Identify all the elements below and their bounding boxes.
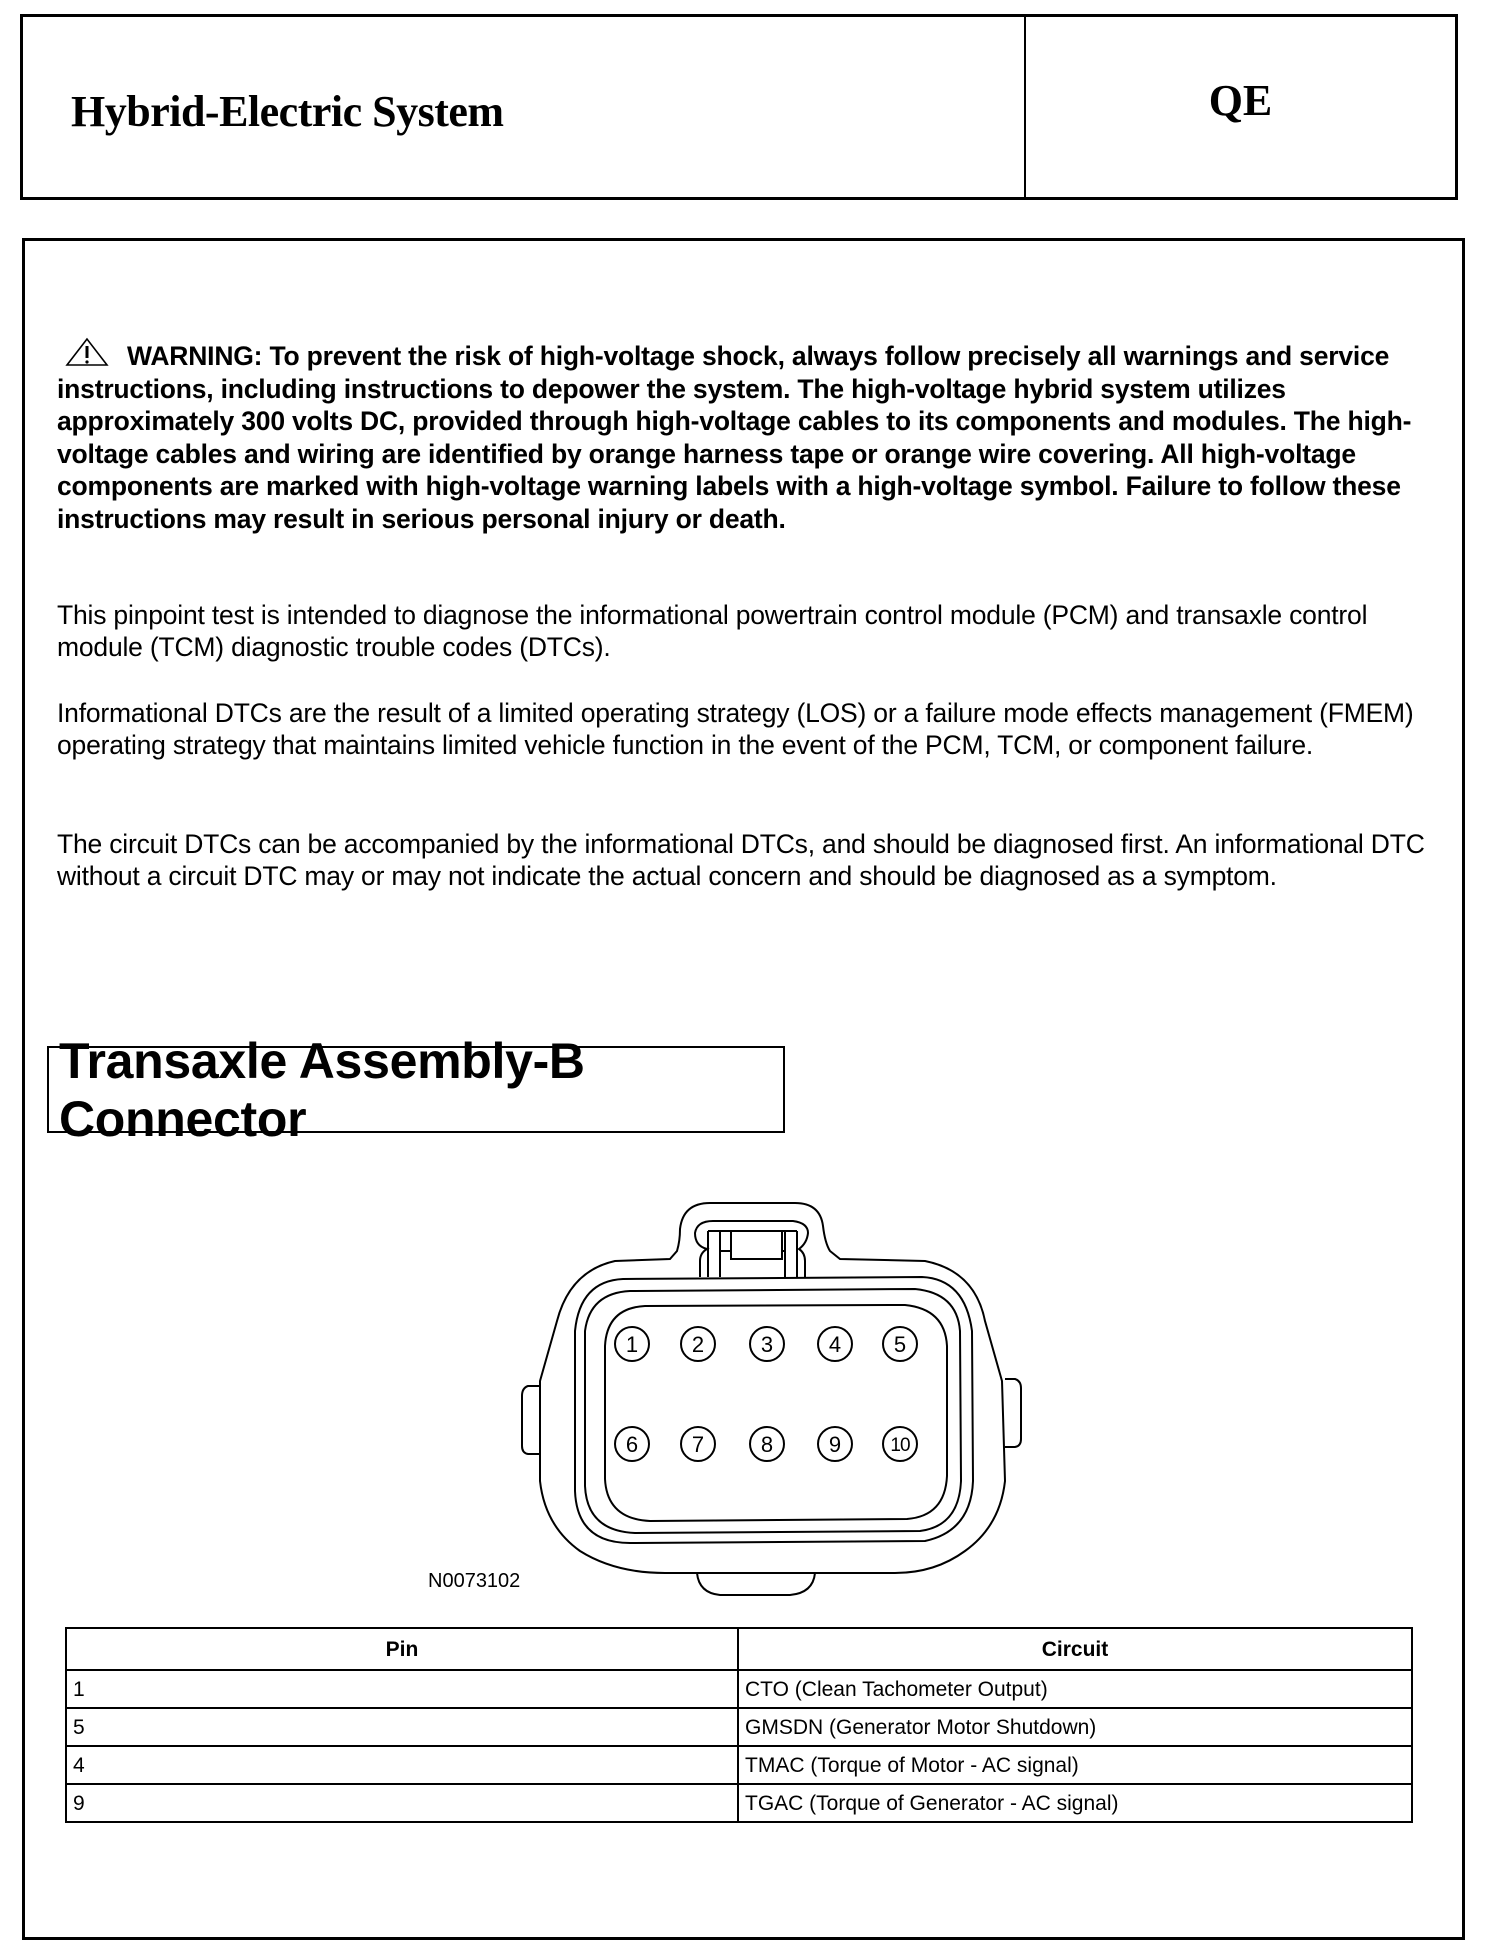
pin-5 <box>883 1327 917 1361</box>
pin-3 <box>750 1327 784 1361</box>
warning-text: WARNING: To prevent the risk of high-voltage shock, always follow precisely all warnings and service instructions, including instructions to depower the system. The high-voltage hybrid system utilizes approximately 300 volts DC, provided through high-voltage cables to its components and modules. The high-voltage cables and wiring are identified by orange harness tape or orange wire covering. All high-voltage components are marked with high-voltage warning labels with a high-voltage symbol. Failure to follow these instructions may result in serious personal injury or death. <box>57 341 1412 534</box>
pin-1 <box>615 1327 649 1361</box>
pin-8 <box>750 1427 784 1461</box>
table-row <box>66 1784 1412 1822</box>
svg-text:6: 6 <box>625 1432 639 1457</box>
pin-cell: 9 <box>66 1784 738 1822</box>
svg-text:4: 4 <box>828 1332 842 1357</box>
circuit-cell: GMSDN (Generator Motor Shutdown) <box>738 1708 1412 1746</box>
svg-text:2: 2 <box>691 1332 705 1357</box>
connector-section-heading <box>47 1032 785 1147</box>
pin-10 <box>883 1427 917 1461</box>
svg-text:5: 5 <box>893 1332 907 1357</box>
pin-cell: 5 <box>66 1708 738 1746</box>
paragraph-intro: This pinpoint test is intended to diagnose the informational powertrain control module (PCM) and transaxle control module (TCM) diagnostic trouble codes (DTCs). <box>57 600 1368 662</box>
pin-2 <box>681 1327 715 1361</box>
pin-cell: 4 <box>66 1746 738 1784</box>
table-row <box>66 1708 1412 1746</box>
warning-triangle-icon <box>65 337 109 367</box>
circuit-cell: TMAC (Torque of Motor - AC signal) <box>738 1746 1412 1784</box>
svg-text:10: 10 <box>890 1435 910 1456</box>
header-title-cell <box>23 17 1026 197</box>
column-header-pin: Pin <box>66 1628 738 1670</box>
section-title: Transaxle Assembly-B Connector <box>59 1032 585 1147</box>
circuit-cell: TGAC (Torque of Generator - AC signal) <box>738 1784 1412 1822</box>
connector-diagram <box>495 1181 1055 1601</box>
pin-cell: 1 <box>66 1670 738 1708</box>
page-header <box>20 14 1458 200</box>
paragraph-informational-dtcs: Informational DTCs are the result of a limited operating strategy (LOS) or a failure mode effects management (FMEM) operating strategy that maintains limited vehicle function in the event of the PCM, TCM, or component failure. <box>57 698 1414 760</box>
table-row <box>66 1746 1412 1784</box>
page-title: Hybrid-Electric System <box>71 86 504 136</box>
content-box <box>22 238 1465 1940</box>
column-header-circuit: Circuit <box>738 1628 1412 1670</box>
pin-6 <box>615 1427 649 1461</box>
table-header-row <box>66 1628 1412 1670</box>
warning-block <box>57 337 1447 535</box>
svg-text:3: 3 <box>760 1332 774 1357</box>
section-code: QE <box>1208 75 1273 125</box>
svg-text:8: 8 <box>760 1432 774 1457</box>
pin-4 <box>818 1327 852 1361</box>
table-row <box>66 1670 1412 1708</box>
circuit-cell: CTO (Clean Tachometer Output) <box>738 1670 1412 1708</box>
paragraph-circuit-dtcs: The circuit DTCs can be accompanied by the informational DTCs, and should be diagnosed first. An informational DTC without a circuit DTC may or may not indicate the actual concern and should be diagnosed as a symptom. <box>57 829 1425 891</box>
pin-9 <box>818 1427 852 1461</box>
svg-text:1: 1 <box>625 1332 639 1357</box>
svg-text:7: 7 <box>691 1432 705 1457</box>
pin-circuit-table <box>65 1627 1413 1823</box>
pin-7 <box>681 1427 715 1461</box>
svg-text:9: 9 <box>828 1432 842 1457</box>
header-code-cell <box>1026 17 1455 197</box>
figure-id: N0073102 <box>428 1570 521 1592</box>
